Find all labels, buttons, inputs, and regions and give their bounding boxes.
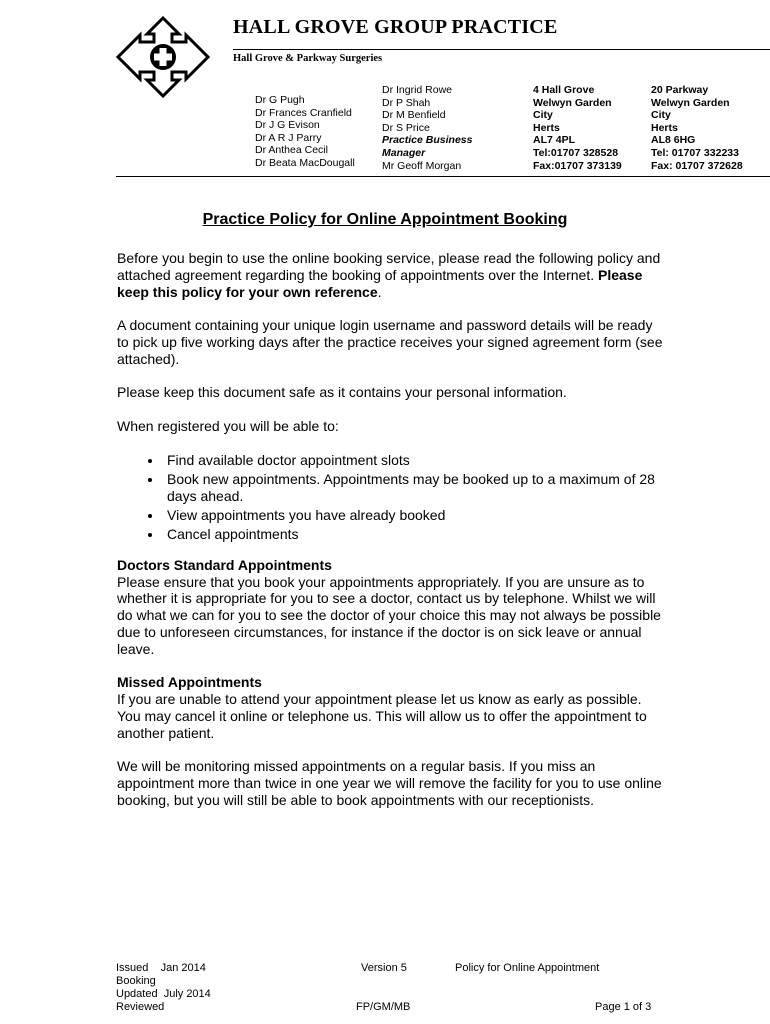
manager-role: Practice Business <box>382 134 473 147</box>
address-line: Herts <box>533 121 560 134</box>
manager-name: Mr Geoff Morgan <box>382 159 462 172</box>
footer-issue-info <box>116 962 211 1014</box>
doctor-name: Dr J G Evison <box>255 119 320 132</box>
safe-paragraph: Please keep this document safe as it contains your personal information. <box>117 384 567 401</box>
address-line: Fax:01707 373139 <box>533 159 622 172</box>
doctor-name: Dr Anthea Cecil <box>255 144 328 157</box>
footer-updated: Updated July 2014 <box>116 988 211 1000</box>
section-paragraph: If you are unable to attend your appointment please let us know as early as possible. You may cancel it online or telephone us. This will allow us to offer the appointment to another patient. <box>117 691 647 741</box>
list-item: • Cancel appointments <box>163 526 665 543</box>
address-line: AL8 6HG <box>651 134 696 147</box>
footer-page-number: Page 1 of 3 <box>595 1001 652 1013</box>
address-line: City <box>651 109 671 122</box>
address-line: Tel: 01707 332233 <box>651 146 739 159</box>
address-line: City <box>533 109 553 122</box>
footer-policy: Policy for Online Appointment <box>455 962 600 974</box>
address-parkway <box>651 84 743 172</box>
footer-reference: FP/GM/MB <box>356 1001 411 1013</box>
doctor-name: Dr A R J Parry <box>255 131 322 144</box>
address-line: Welwyn Garden <box>651 96 730 109</box>
doctors-list-left <box>255 94 355 170</box>
header-bottom-divider <box>116 176 770 177</box>
address-line: Welwyn Garden <box>533 96 612 109</box>
header-divider <box>233 49 770 50</box>
document-body <box>117 250 665 825</box>
practice-logo-icon <box>116 16 210 98</box>
monitoring-paragraph: We will be monitoring missed appointments on a regular basis. If you miss an appointment more than twice in one year we will remove the facility for you to use online booking, but you will still be able to book appointments with our receptionists. <box>117 758 662 808</box>
address-line: Herts <box>651 121 678 134</box>
footer-version: Version 5 <box>361 962 407 974</box>
doctor-name: Dr Frances Cranfield <box>255 106 352 119</box>
doctor-name: Dr G Pugh <box>255 94 305 106</box>
footer-issued: Issued Jan 2014 <box>116 962 206 974</box>
footer-booking: Booking <box>116 975 156 987</box>
address-line: 20 Parkway <box>651 84 709 96</box>
section-heading: Doctors Standard Appointments <box>117 556 332 573</box>
standard-appointments-section <box>117 557 665 658</box>
doctor-name: Dr P Shah <box>382 96 431 109</box>
missed-appointments-section <box>117 674 665 741</box>
address-line: AL7 4PL <box>533 134 576 147</box>
login-paragraph: A document containing your unique login username and password details will be ready to pick up five working days after the practice receives your signed agreement form (see attached). <box>117 317 663 367</box>
address-line: Tel:01707 328528 <box>533 146 619 159</box>
intro-paragraph: Before you begin to use the online booking service, please read the following policy and attached agreement regarding the booking of appointments over the Internet. Please keep this policy for your own reference. <box>117 250 661 300</box>
manager-role: Manager <box>382 146 426 159</box>
practice-subtitle: Hall Grove & Parkway Surgeries <box>233 53 383 64</box>
registered-paragraph: When registered you will be able to: <box>117 417 339 434</box>
doctor-name: Dr M Benfield <box>382 109 446 122</box>
doctor-name: Dr Beata MacDougall <box>255 156 355 169</box>
section-paragraph: Please ensure that you book your appointments appropriately. If you are unsure as to whether it is appropriate for you to see a doctor, contact us by telephone. Whilst we will do what we can for you to see the doctor of your choice this may not always be possible due to unforeseen circumstances, for instance if the doctor is on sick leave or annual leave. <box>117 573 661 657</box>
section-heading: Missed Appointments <box>117 674 262 691</box>
doctor-name: Dr S Price <box>382 121 430 134</box>
address-hall-grove <box>533 84 622 172</box>
doctor-name: Dr Ingrid Rowe <box>382 84 453 96</box>
intro-emphasis: Please keep this policy for your own reference <box>117 266 643 300</box>
practice-name: HALL GROVE GROUP PRACTICE <box>233 16 558 38</box>
list-item: • Book new appointments. Appointments may be booked up to a maximum of 28 days ahead. <box>163 471 665 505</box>
address-line: Fax: 01707 372628 <box>651 159 743 172</box>
document-title: Practice Policy for Online Appointment Booking <box>202 211 568 228</box>
footer-reviewed: Reviewed <box>116 1001 165 1013</box>
features-list <box>117 452 665 543</box>
address-line: 4 Hall Grove <box>533 84 595 96</box>
list-item: • View appointments you have already booked <box>163 507 665 524</box>
doctors-list-right <box>382 84 472 172</box>
list-item: • Find available doctor appointment slots <box>163 452 665 469</box>
